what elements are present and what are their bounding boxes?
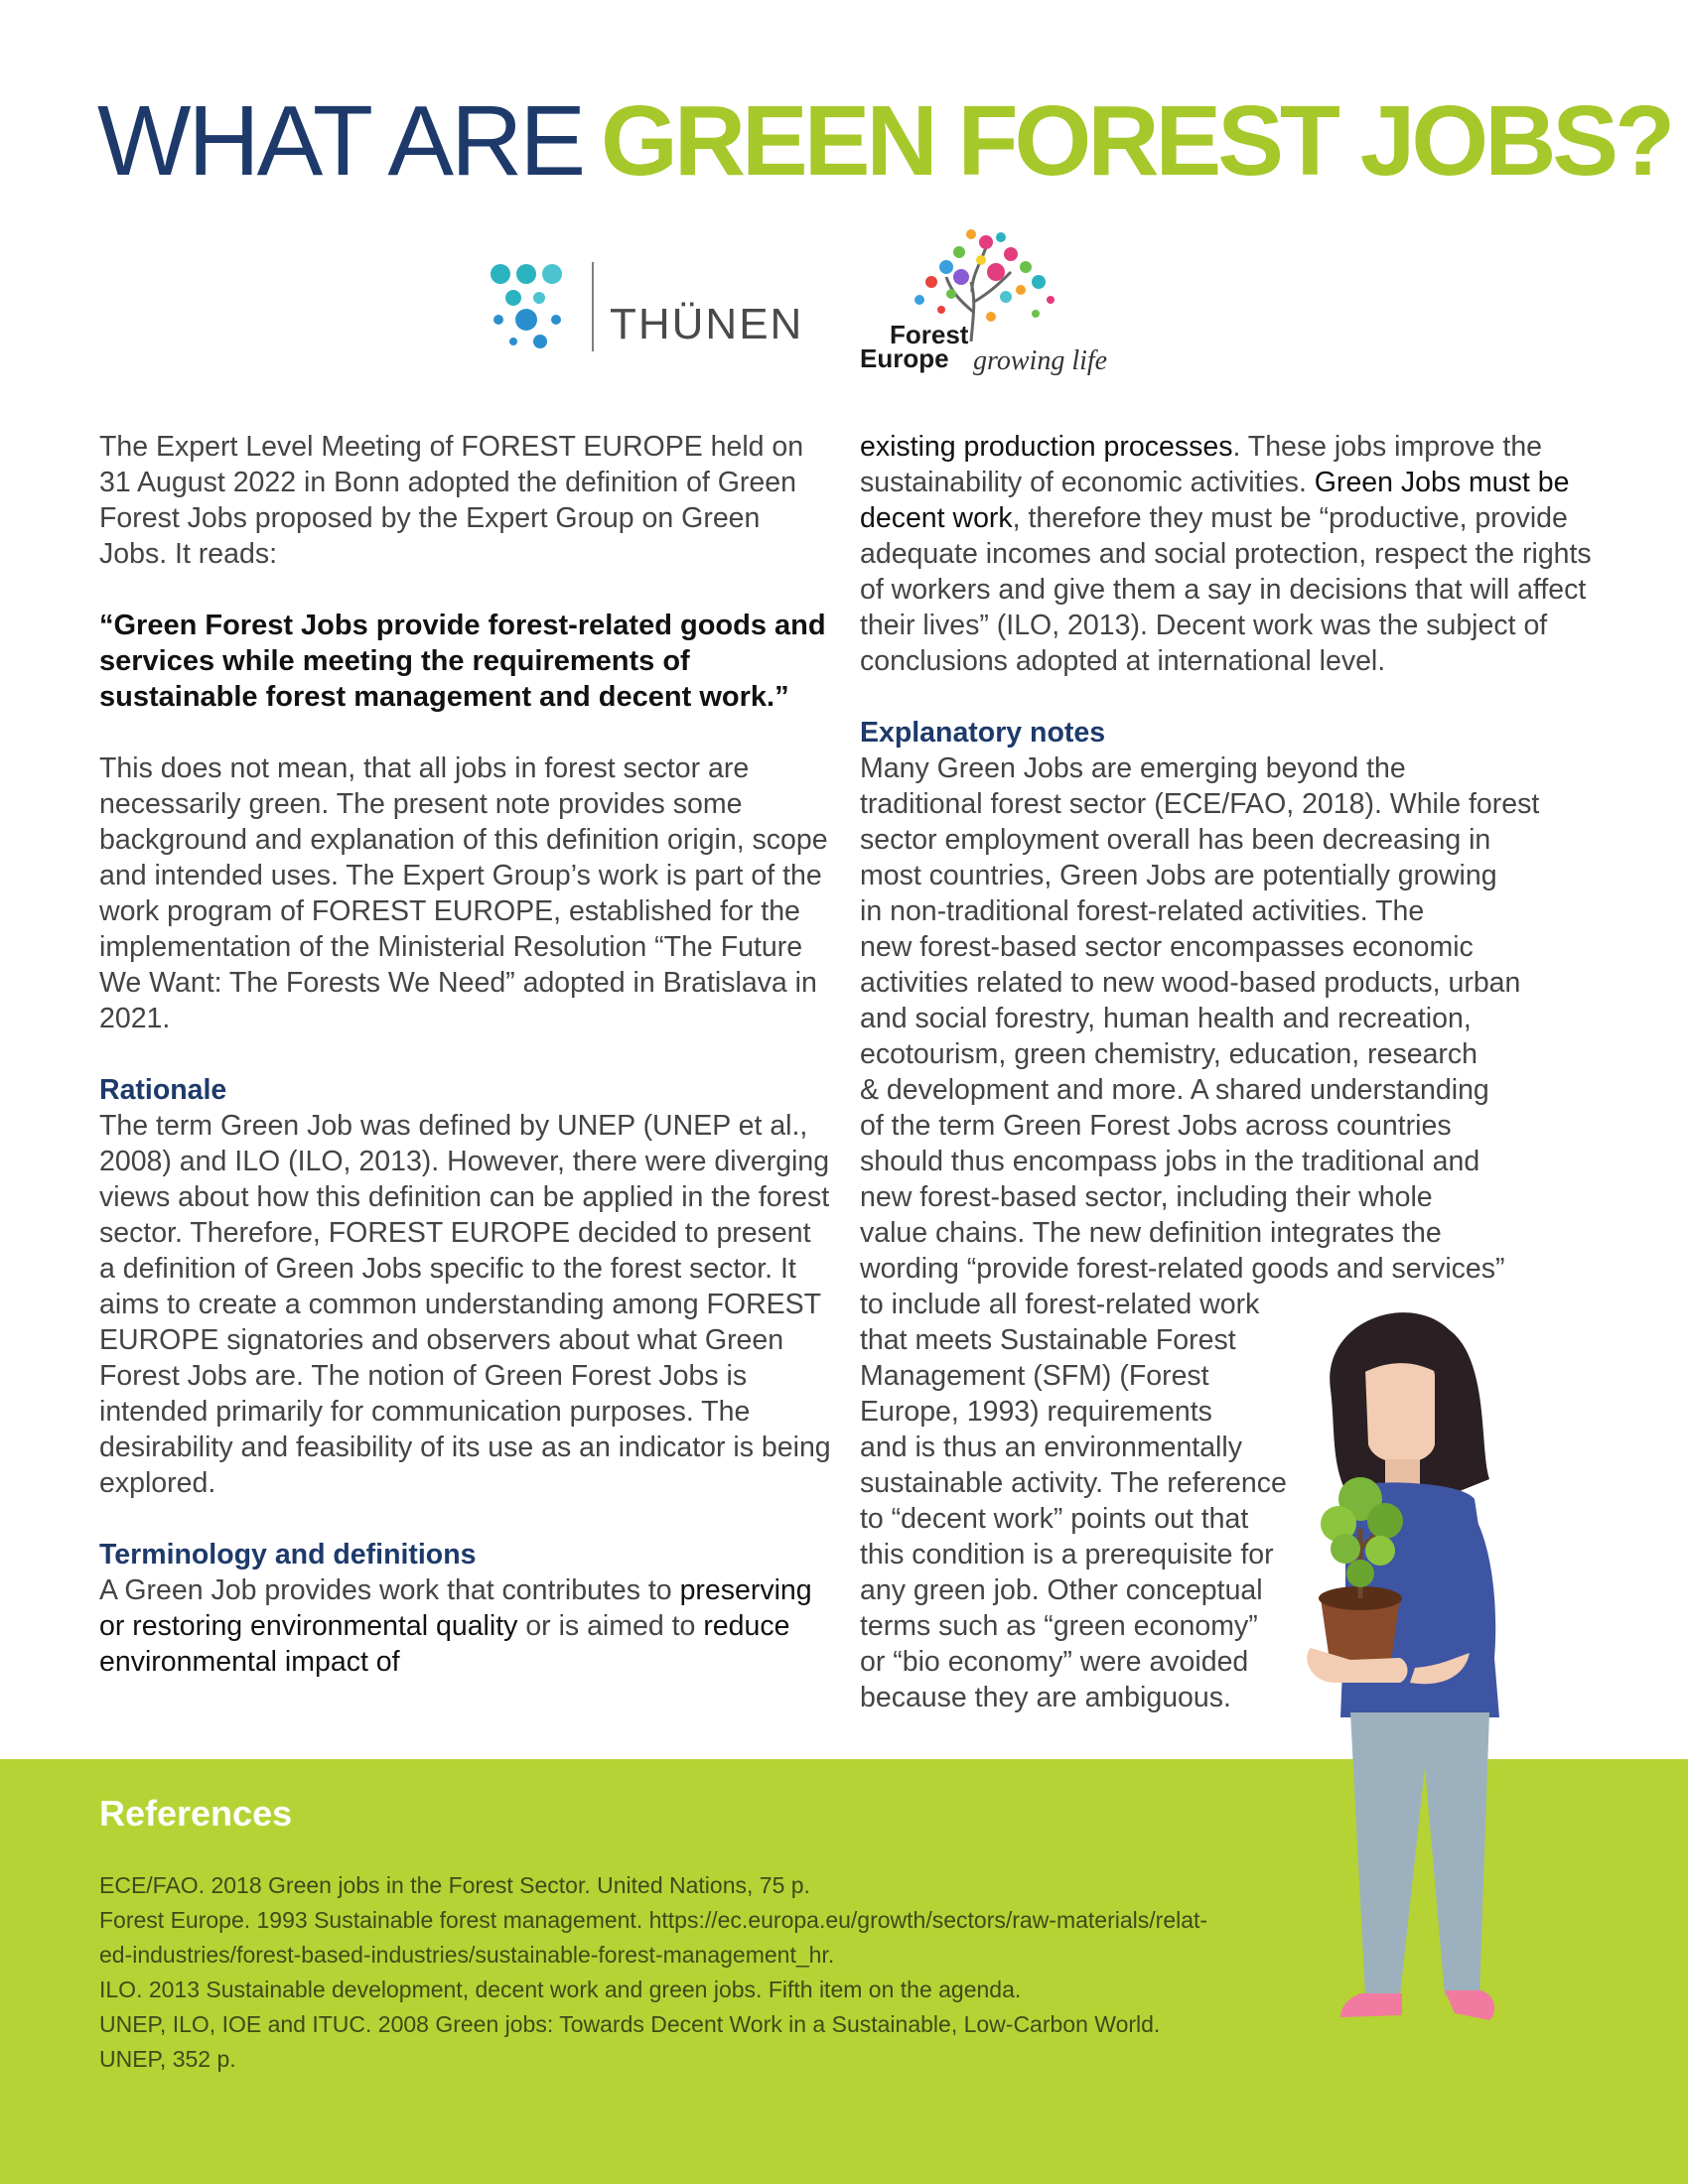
reference-item: ILO. 2013 Sustainable development, decent work and green jobs. Fifth item on the agenda. <box>99 1977 1022 2002</box>
title-part-2: GREEN FOREST JOBS? <box>601 85 1672 197</box>
definition-quote: “Green Forest Jobs provide forest-related goods and services while meeting the requirements of sustainable forest management and decent work.” <box>99 610 826 713</box>
reference-item: UNEP, ILO, IOE and ITUC. 2008 Green jobs: Towards Decent Work in a Sustainable, Low-Carbon World. <box>99 2011 1161 2037</box>
terminology-continued <box>860 429 1595 679</box>
term-text-2: or is aimed to <box>525 1610 696 1642</box>
terminology-paragraph <box>99 1572 834 1680</box>
notes-line: terms such as “green economy” <box>860 1610 1258 1642</box>
notes-line: & development and more. A shared understanding <box>860 1074 1489 1106</box>
term-text-1: A Green Job provides work that contributes to <box>99 1574 672 1606</box>
notes-line: ecotourism, green chemistry, education, research <box>860 1038 1478 1070</box>
term-emphasis-3: existing production processes <box>860 431 1233 463</box>
woman-with-plant-illustration <box>1291 1300 1618 2055</box>
background-paragraph: This does not mean, that all jobs in forest sector are necessarily green. The present note provides some background and explanation of this definition origin, scope and intended uses. The Expert Group’s work is part of the work program of FOREST EUROPE, established for the implementation of the Ministerial Resolution “The Future We Want: The Forests We Need” adopted in Bratislava in 2021. <box>99 752 828 1034</box>
notes-line: and social forestry, human health and recreation, <box>860 1003 1472 1034</box>
forest-europe-tagline: growing life <box>973 345 1108 376</box>
forest-europe-word-1: Forest <box>890 320 969 349</box>
notes-line: in non-traditional forest-related activities. The <box>860 895 1425 927</box>
notes-line: Europe, 1993) requirements <box>860 1396 1212 1428</box>
notes-line: Many Green Jobs are emerging beyond the <box>860 752 1406 784</box>
term-text-4: , therefore they must be “productive, provide adequate incomes and social protection, respect the rights of workers and give them a say in decisions that will affect their lives” (ILO, 2013). Decent work was the subject of conclusions adopted at international level. <box>860 502 1592 677</box>
notes-line: sector employment overall has been decreasing in <box>860 824 1491 856</box>
notes-line: and is thus an environmentally <box>860 1432 1242 1463</box>
term-emphasis-4: Green Jobs must be decent work <box>860 467 1570 534</box>
reference-item: UNEP, 352 p. <box>99 2046 236 2072</box>
forest-europe-word-2: Europe <box>860 343 949 373</box>
notes-line: new forest-based sector encompasses economic <box>860 931 1474 963</box>
woman-with-plant-icon <box>1291 1300 1618 2055</box>
notes-line: traditional forest sector (ECE/FAO, 2018). While forest <box>860 788 1540 820</box>
reference-item: Forest Europe. 1993 Sustainable forest management. https://ec.europa.eu/growth/sectors/raw-materials/relat- <box>99 1907 1208 1933</box>
references-heading: References <box>99 1793 293 1834</box>
notes-line: activities related to new wood-based products, urban <box>860 967 1521 999</box>
references-list <box>99 1868 1340 2077</box>
notes-line: sustainable activity. The reference <box>860 1467 1287 1499</box>
forest-europe-logo <box>852 222 1160 381</box>
notes-line: most countries, Green Jobs are potentially growing <box>860 860 1497 891</box>
rationale-paragraph: The term Green Job was defined by UNEP (UNEP et al., 2008) and ILO (ILO, 2013). However, there were diverging views about how this definition can be applied in the forest sector. Therefore, FOREST EUROPE decided to present a definition of Green Jobs specific to the forest sector. It aims to create a common understanding among FOREST EUROPE signatories and observers about what Green Forest Jobs are. The notion of Green Forest Jobs is intended primarily for communication purposes. The desirability and feasibility of its use as an indicator is being explored. <box>99 1110 831 1499</box>
thunen-logo <box>487 260 824 359</box>
terminology-heading: Terminology and definitions <box>99 1539 477 1570</box>
page-title <box>97 85 1672 197</box>
reference-item: ed-industries/forest-based-industries/sustainable-forest-management_hr. <box>99 1942 835 1968</box>
left-column <box>99 429 834 1680</box>
rationale-heading: Rationale <box>99 1074 227 1106</box>
notes-line: to include all forest-related work <box>860 1289 1260 1320</box>
notes-line: that meets Sustainable Forest <box>860 1324 1236 1356</box>
notes-line: of the term Green Forest Jobs across countries <box>860 1110 1452 1142</box>
thunen-wordmark: THÜNEN <box>610 300 804 348</box>
notes-heading: Explanatory notes <box>860 717 1106 749</box>
notes-line: wording “provide forest-related goods and services” <box>860 1253 1505 1285</box>
term-emphasis-1: preserving or restoring environmental quality <box>99 1574 812 1642</box>
notes-line: this condition is a prerequisite for <box>860 1539 1274 1570</box>
term-text-3: . These jobs improve the sustainability of economic activities. <box>860 431 1543 498</box>
reference-item: ECE/FAO. 2018 Green jobs in the Forest Sector. United Nations, 75 p. <box>99 1872 810 1898</box>
notes-line: should thus encompass jobs in the traditional and <box>860 1146 1480 1177</box>
notes-line: value chains. The new definition integrates the <box>860 1217 1442 1249</box>
intro-paragraph: The Expert Level Meeting of FOREST EUROPE held on 31 August 2022 in Bonn adopted the definition of Green Forest Jobs proposed by the Expert Group on Green Jobs. It reads: <box>99 431 804 570</box>
notes-line: or “bio economy” were avoided <box>860 1646 1249 1678</box>
term-emphasis-2: reduce environmental impact of <box>99 1610 790 1678</box>
notes-line: Management (SFM) (Forest <box>860 1360 1209 1392</box>
notes-line: because they are ambiguous. <box>860 1682 1231 1713</box>
notes-line: any green job. Other conceptual <box>860 1574 1263 1606</box>
notes-line: new forest-based sector, including their whole <box>860 1181 1433 1213</box>
title-part-1: WHAT ARE <box>97 85 584 197</box>
notes-line: to “decent work” points out that <box>860 1503 1249 1535</box>
